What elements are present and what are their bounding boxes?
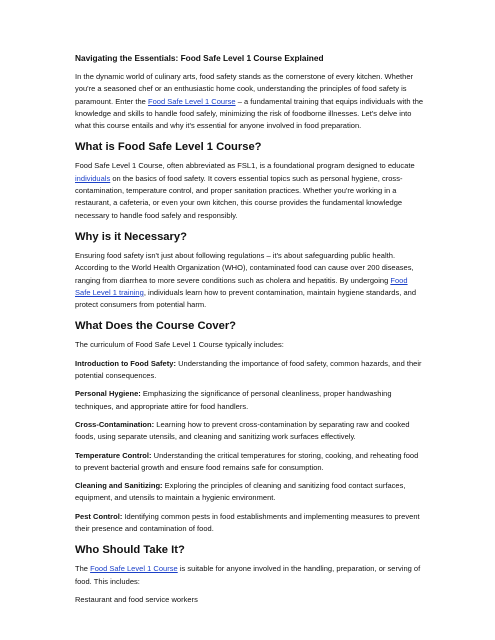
cover-lead: The curriculum of Food Safe Level 1 Course typically includes: (75, 340, 284, 350)
section-heading-cover: What Does the Course Cover? (75, 320, 237, 333)
what-is-paragraph (75, 160, 425, 221)
individuals-link[interactable]: individuals (75, 173, 111, 183)
document-title: Navigating the Essentials: Food Safe Level 1 Course Explained (75, 53, 324, 63)
food-safe-course-link[interactable]: Food Safe Level 1 Course (147, 96, 236, 106)
who-text-start: The (75, 564, 91, 574)
list-item (75, 358, 425, 383)
intro-paragraph (75, 71, 425, 132)
what-is-text-end: on the basics of food safety. It covers essential topics such as personal hygiene, cross-contamination, temperature control, and proper sanitation practices. Whether you're working in a restaurant, a cafeteria, or even your own kitchen, this course provides the fundamental knowledge necessary to handle food safely and responsibly. (75, 173, 403, 220)
section-heading-who: Who Should Take It? (75, 544, 185, 557)
food-safe-course-link-2[interactable]: Food Safe Level 1 Course (90, 564, 178, 574)
list-item-desc: Emphasizing the significance of personal cleanliness, proper handwashing techniques, and appropriate attire for food handlers. (75, 389, 392, 411)
list-item-term: Temperature Control: (75, 450, 152, 460)
section-heading-why: Why is it Necessary? (75, 230, 187, 243)
list-item (75, 419, 425, 444)
food-safe-training-link[interactable]: Food Safe Level 1 training (75, 275, 408, 297)
list-item-desc: Learning how to prevent cross-contamination by separating raw and cooked foods, using separate utensils, and cleaning and sanitizing work surfaces effectively. (75, 419, 410, 442)
who-text-end: is suitable for anyone involved in the handling, preparation, or serving of food. This includes: (75, 564, 421, 586)
list-item-desc: Identifying common pests in food establishments and implementing measures to prevent their presence and contamination of food. (75, 511, 420, 534)
what-is-text-start: Food Safe Level 1 Course, often abbreviated as FSL1, is a foundational program designed to educate (75, 161, 415, 171)
list-item-term: Pest Control: (75, 511, 123, 521)
why-paragraph (75, 250, 425, 311)
why-text-start: Ensuring food safety isn't just about following regulations – it's about safeguarding public health. According to the World Health Organization (WHO), contaminated food can cause over 200 diseases, ranging from diarrhea to more severe conditions such as cholera and hepatitis. By undergoing (75, 250, 414, 285)
list-item-term: Personal Hygiene: (75, 389, 141, 399)
list-item-desc: Exploring the principles of cleaning and sanitizing food contact surfaces, equipment, and utensils to maintain a hygienic environment. (75, 481, 406, 503)
list-item (75, 511, 425, 536)
list-item (75, 388, 425, 413)
list-item-desc: Understanding the critical temperatures for storing, cooking, and reheating food to prevent bacterial growth and ensure food remains safe for consumption. (75, 450, 419, 472)
intro-text-end: – a fundamental training that equips individuals with the knowledge and skills to handle food safely, minimizing the risk of foodborne illnesses. Let's delve into what this course entails and why it's essential for anyone involved in food preparation. (75, 96, 424, 131)
list-item (75, 450, 425, 475)
section-heading-what-is: What is Food Safe Level 1 Course? (75, 141, 262, 154)
who-paragraph (75, 563, 425, 588)
list-item-term: Introduction to Food Safety: (75, 358, 176, 368)
intro-text-start: In the dynamic world of culinary arts, food safety stands as the cornerstone of every kitchen. Whether you're a seasoned chef or an enthusiastic home cook, understanding the principles of food safety is paramount. Enter the (75, 72, 414, 106)
document-page (75, 52, 425, 612)
list-item-term: Cleaning and Sanitizing: (75, 481, 163, 491)
why-text-end: , individuals learn how to prevent contamination, maintain hygiene standards, and protect consumers from potential harm. (75, 287, 417, 310)
list-item-desc: Understanding the importance of food safety, common hazards, and their potential consequences. (75, 358, 422, 381)
list-item-term: Cross-Contamination: (75, 419, 155, 429)
list-item (75, 480, 425, 505)
who-list-item: Restaurant and food service workers (75, 594, 198, 604)
